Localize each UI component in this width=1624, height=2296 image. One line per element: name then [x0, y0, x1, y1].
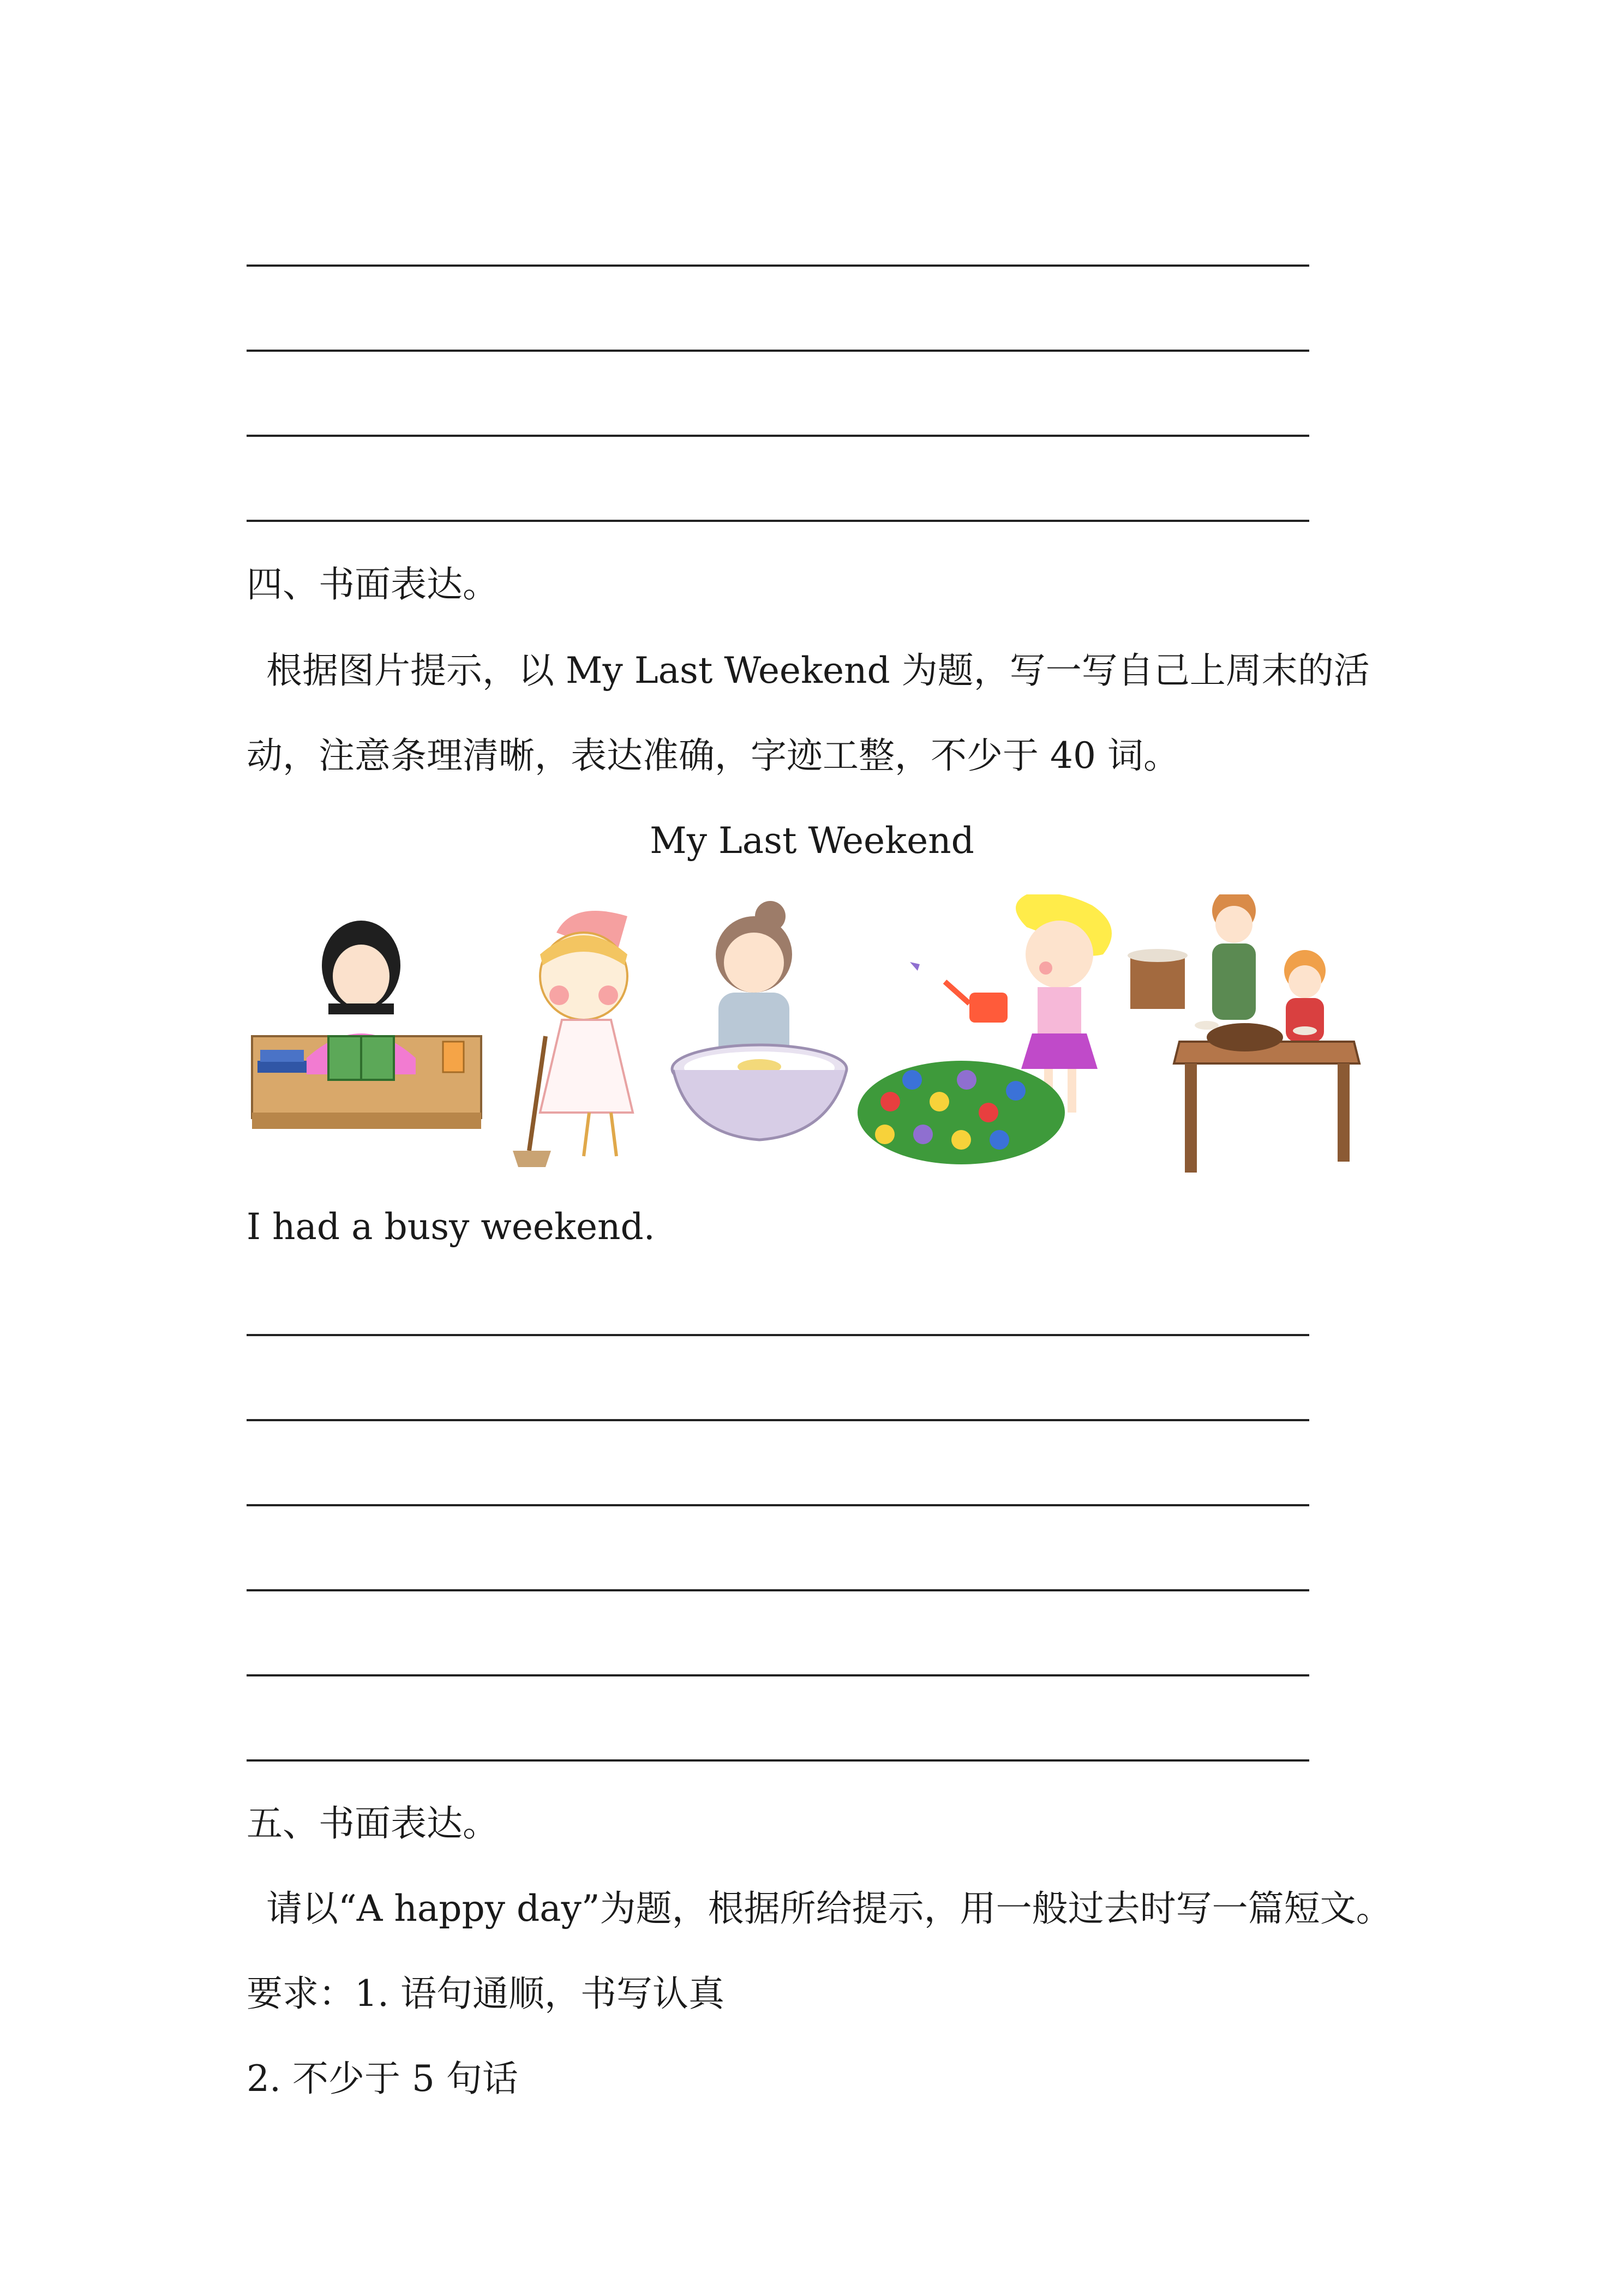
answer-line[interactable]: [247, 1759, 1309, 1762]
girl-reading-book-icon: [247, 894, 498, 1178]
section5-heading: 五、书面表达。: [247, 1802, 499, 1844]
answer-line[interactable]: [247, 1674, 1309, 1676]
answer-line[interactable]: [247, 520, 1309, 522]
section5-requirement-2: 2. 不少于 5 句话: [247, 2058, 518, 2100]
girl-sweeping-floor-icon: [491, 894, 660, 1178]
section4-heading: 四、书面表达。: [247, 563, 499, 605]
answer-line[interactable]: [247, 350, 1309, 352]
answer-line[interactable]: [247, 1334, 1309, 1336]
answer-line[interactable]: [247, 1504, 1309, 1506]
composition-title: My Last Weekend: [650, 820, 974, 862]
girl-washing-clothes-icon: [667, 894, 852, 1178]
answer-line[interactable]: [247, 1419, 1309, 1421]
girl-watering-flowers-icon: [852, 894, 1130, 1178]
section5-instruction: 请以“A happy day”为题，根据所给提示，用一般过去时写一篇短文。: [266, 1888, 1392, 1930]
answer-line[interactable]: [247, 435, 1309, 437]
girl-cooking-with-mother-icon: [1125, 894, 1364, 1178]
answer-line[interactable]: [247, 265, 1309, 267]
answer-line[interactable]: [247, 1589, 1309, 1591]
opening-sentence: I had a busy weekend.: [247, 1206, 655, 1248]
section4-instruction-line1: 根据图片提示，以 My Last Weekend 为题，写一写自己上周末的活: [266, 650, 1370, 692]
section4-instruction-line2: 动，注意条理清晰，表达准确，字迹工整，不少于 40 词。: [247, 735, 1179, 777]
section5-requirement-1: 要求：1. 语句通顺，书写认真: [247, 1973, 724, 2015]
